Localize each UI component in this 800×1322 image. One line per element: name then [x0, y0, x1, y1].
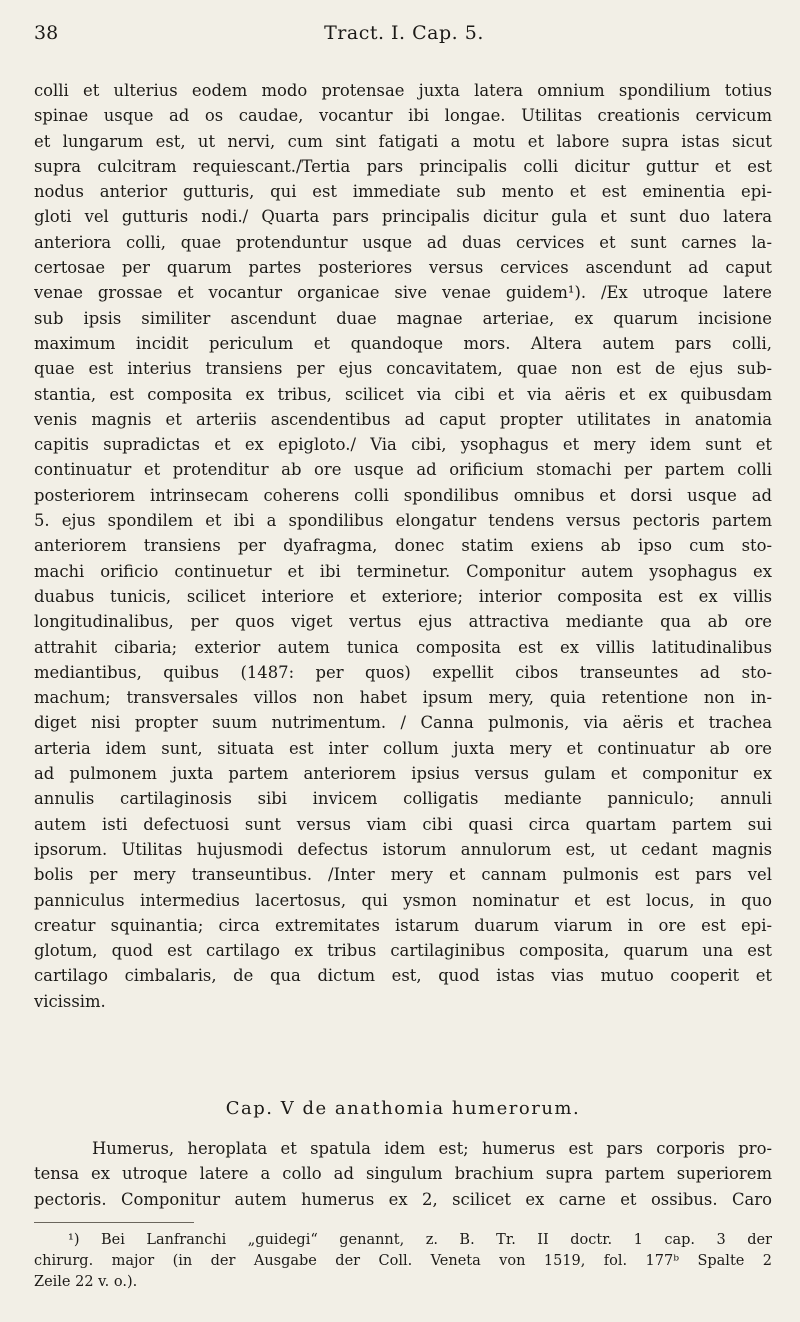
chapter-text [34, 1136, 772, 1212]
text-line: continuatur et protenditur ab ore usque ad orificium stomachi per partem colli [34, 460, 772, 480]
text-line: cartilago cimbalaris, de qua dictum est, quod istas vias mutuo cooperit et [34, 966, 772, 986]
chapter-text-line: pectoris. Componitur autem humerus ex 2, scilicet ex carne et ossibus. Caro [34, 1189, 772, 1209]
chapter-heading: Cap. V de anathomia humerorum. [225, 1098, 581, 1119]
footnote-line: ¹) Bei Lanfranchi „guidegi“ genannt, z. B. Tr. II doctr. 1 cap. 3 der [68, 1232, 772, 1248]
footnote-rule [34, 1222, 194, 1223]
text-line: venae grossae et vocantur organicae sive venae guidem¹). /Ex utroque latere [34, 283, 772, 303]
footnote-line: Zeile 22 v. o.). [34, 1274, 138, 1290]
body-text [34, 78, 772, 1014]
text-line: autem isti defectuosi sunt versus viam cibi quasi circa quartam partem sui [34, 814, 772, 834]
text-line: 5. ejus spondilem et ibi a spondilibus elongatur tendens versus pectoris partem [34, 511, 772, 531]
text-line: certosae per quarum partes posteriores versus cervices ascendunt ad caput [34, 258, 772, 278]
text-line: maximum incidit periculum et quandoque mors. Altera autem pars colli, [34, 333, 772, 353]
text-line: capitis supradictas et ex epigloto./ Via cibi, ysophagus et mery idem sunt et [34, 435, 772, 455]
text-line: annulis cartilaginosis sibi invicem colligatis mediante panniculo; annuli [34, 789, 772, 809]
text-line: ipsorum. Utilitas hujusmodi defectus istorum annulorum est, ut cedant magnis [34, 839, 772, 859]
text-line: sub ipsis similiter ascendunt duae magnae arteriae, ex quarum incisione [34, 308, 772, 328]
text-line: bolis per mery transeuntibus. /Inter mery et cannam pulmonis est pars vel [34, 865, 772, 885]
text-line: supra culcitram requiescant./Tertia pars principalis colli dicitur guttur et est [34, 156, 772, 176]
text-line: creatur squinantia; circa extremitates istarum duarum viarum in ore est epi- [34, 915, 772, 935]
text-line: arteria idem sunt, situata est inter collum juxta mery et continuatur ab ore [34, 738, 772, 758]
page-header [34, 22, 774, 52]
text-line: machi orificio continuetur et ibi terminetur. Componitur autem ysophagus ex [34, 561, 772, 581]
text-line: mediantibus, quibus (1487: per quos) expellit cibos transeuntes ad sto- [34, 662, 772, 682]
footnote-line: chirurg. major (in der Ausgabe der Coll. Veneta von 1519, fol. 177ᵇ Spalte 2 [34, 1253, 772, 1269]
chapter-text-line: Humerus, heroplata et spatula idem est; humerus est pars corporis pro- [92, 1139, 772, 1158]
text-line: gloti vel gutturis nodi./ Quarta pars principalis dicitur gula et sunt duo latera [34, 207, 772, 227]
text-line: glotum, quod est cartilago ex tribus cartilaginibus composita, quarum una est [34, 941, 772, 961]
chapter-text-line: tensa ex utroque latere a collo ad singulum brachium supra partem superiorem [34, 1164, 772, 1184]
text-line: posteriorem intrinsecam coherens colli spondilibus omnibus et dorsi usque ad [34, 485, 772, 505]
text-line: spinae usque ad os caudae, vocantur ibi longae. Utilitas creationis cervicum [34, 106, 772, 126]
text-line: duabus tunicis, scilicet interiore et exteriore; interior composita est ex villis [34, 586, 772, 606]
text-line: colli et ulterius eodem modo protensae juxta latera omnium spondilium totius [34, 81, 772, 100]
text-line: anteriora colli, quae protenduntur usque ad duas cervices et sunt carnes la- [34, 232, 772, 252]
text-line: quae est interius transiens per ejus concavitatem, quae non est de ejus sub- [34, 359, 772, 379]
text-line: ad pulmonem juxta partem anteriorem ipsius versus gulam et componitur ex [34, 764, 772, 784]
text-line: et lungarum est, ut nervi, cum sint fatigati a motu et labore supra istas sicut [34, 131, 772, 151]
text-line: panniculus intermedius lacertosus, qui ysmon nominatur et est locus, in quo [34, 890, 772, 910]
text-line: vicissim. [34, 991, 106, 1011]
text-line: attrahit cibaria; exterior autem tunica composita est ex villis latitudinalibus [34, 637, 772, 657]
text-line: venis magnis et arteriis ascendentibus ad caput propter utilitates in anatomia [34, 409, 772, 429]
text-line: diget nisi propter suum nutrimentum. / Canna pulmonis, via aëris et trachea [34, 713, 772, 733]
page-number: 38 [34, 22, 59, 44]
text-line: longitudinalibus, per quos viget vertus ejus attractiva mediante qua ab ore [34, 612, 772, 632]
text-line: machum; transversales villos non habet ipsum mery, quia retentione non in- [34, 688, 772, 708]
running-title: Tract. I. Cap. 5. [324, 22, 484, 44]
text-line: stantia, est composita ex tribus, scilicet via cibi et via aëris et ex quibusdam [34, 384, 772, 404]
footnote [34, 1230, 772, 1293]
text-line: nodus anterior gutturis, qui est immediate sub mento et est eminentia epi- [34, 182, 772, 202]
text-line: anteriorem transiens per dyafragma, donec statim exiens ab ipso cum sto- [34, 536, 772, 556]
